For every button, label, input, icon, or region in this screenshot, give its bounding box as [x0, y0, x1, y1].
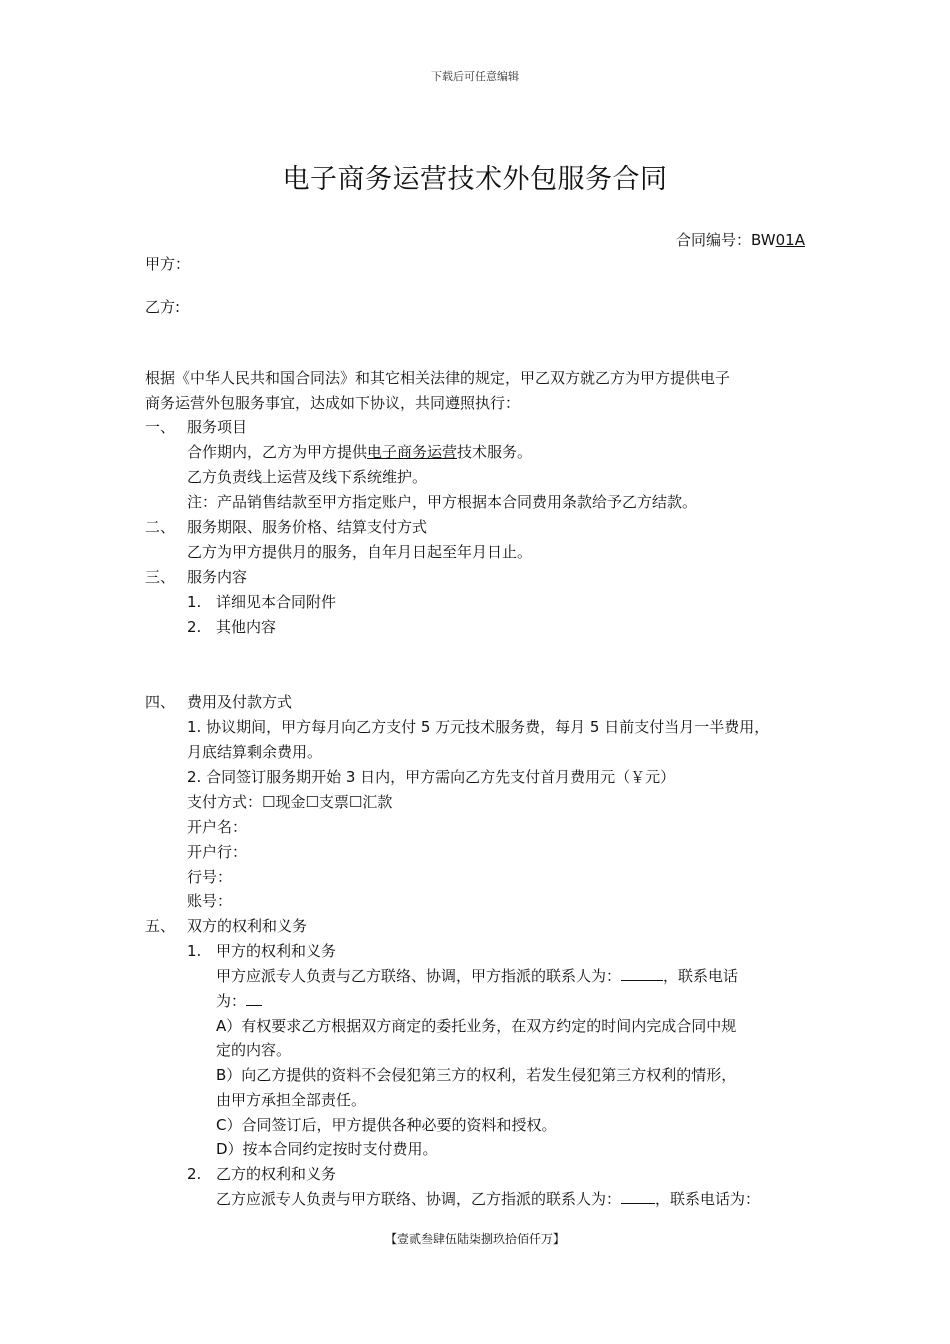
para-text: 甲方应派专人负责与乙方联络、协调，甲方指派的联系人为：	[216, 967, 622, 985]
list-number: 1.	[187, 593, 202, 611]
section-4-number: 四、	[145, 693, 176, 711]
section-1-title: 服务项目	[187, 418, 248, 436]
party-a-item-b-2: 由甲方承担全部责任。	[216, 1091, 367, 1109]
party-a: 甲方：	[145, 255, 191, 273]
party-a-item-a-1: A）有权要求乙方根据双方商定的委托业务，在双方约定的时间内完成合同中规	[216, 1017, 737, 1035]
footer-note: 【壹贰叁肆伍陆柒捌玖拾佰仟万】	[384, 1232, 565, 1246]
section-4-title: 费用及付款方式	[187, 693, 293, 711]
party-b-rights-title: 乙方的权利和义务	[216, 1165, 337, 1183]
section-5-title: 双方的权利和义务	[187, 917, 308, 935]
section-2-number: 二、	[145, 518, 176, 536]
account-name: 开户名：	[187, 818, 248, 836]
para-text: ，联系电话	[663, 967, 739, 985]
contact-blank	[621, 1187, 655, 1204]
party-b-contact	[216, 1187, 760, 1211]
party-a-rights-title: 甲方的权利和义务	[216, 942, 337, 960]
section-1-para-2: 乙方负责线上运营及线下系统维护。	[187, 468, 428, 486]
account-number: 账号：	[187, 892, 233, 910]
list-number: 2.	[187, 1165, 202, 1183]
bank-name: 开户行：	[187, 843, 248, 861]
bank-number: 行号：	[187, 868, 233, 886]
phone-blank	[246, 989, 262, 1006]
party-a-phone	[216, 989, 262, 1013]
para-text: 合作期内，乙方为甲方提供	[187, 443, 368, 461]
list-number: 1.	[187, 942, 202, 960]
section-1-para-1	[187, 440, 532, 464]
para-text: 乙方应派专人负责与甲方联络、协调，乙方指派的联系人为：	[216, 1190, 622, 1208]
section-1-note: 注：产品销售结款至甲方指定账户，甲方根据本合同费用条款给予乙方结款。	[187, 493, 698, 511]
contract-title: 电子商务运营技术外包服务合同	[282, 164, 668, 195]
section-4-para-2: 2. 合同签订服务期开始 3 日内，甲方需向乙方先支付首月费用元（￥元）	[187, 768, 676, 786]
section-5-number: 五、	[145, 917, 176, 935]
payment-method: 支付方式：☐现金☐支票☐汇款	[187, 793, 393, 811]
intro-line-2: 商务运营外包服务事宜，达成如下协议，共同遵照执行：	[145, 394, 521, 412]
party-a-item-c: C）合同签订后，甲方提供各种必要的资料和授权。	[216, 1116, 557, 1134]
party-a-item-a-2: 定的内容。	[216, 1041, 292, 1059]
contract-number-label: 合同编号：BW	[676, 231, 776, 249]
section-4-para-1a: 1. 协议期间，甲方每月向乙方支付 5 万元技术服务费，每月 5 日前支付当月一半费用，	[187, 718, 770, 736]
contact-blank	[621, 964, 663, 981]
section-2-title: 服务期限、服务价格、结算支付方式	[187, 518, 428, 536]
para-text: ，联系电话为：	[655, 1190, 761, 1208]
section-1-number: 一、	[145, 418, 176, 436]
para-text: 技术服务。	[457, 443, 533, 461]
underlined-service: 电子商务运营	[367, 443, 458, 461]
section-4-para-1b: 月底结算剩余费用。	[187, 743, 323, 761]
party-a-item-d: D）按本合同约定按时支付费用。	[216, 1140, 438, 1158]
party-b: 乙方:	[145, 298, 181, 316]
section-3-number: 三、	[145, 568, 176, 586]
section-3-title: 服务内容	[187, 568, 248, 586]
list-number: 2.	[187, 618, 202, 636]
party-a-contact	[216, 964, 738, 988]
list-item: 详细见本合同附件	[216, 593, 337, 611]
contract-number	[676, 228, 805, 252]
section-2-para-1: 乙方为甲方提供月的服务，自年月日起至年月日止。	[187, 543, 533, 561]
header-note: 下载后可任意编辑	[431, 70, 519, 83]
para-text: 为：	[216, 992, 247, 1010]
contract-number-code: 01A	[775, 231, 805, 249]
list-item: 其他内容	[216, 618, 277, 636]
intro-line-1: 根据《中华人民共和国合同法》和其它相关法律的规定，甲乙双方就乙方为甲方提供电子	[145, 369, 731, 387]
party-a-item-b-1: B）向乙方提供的资料不会侵犯第三方的权利，若发生侵犯第三方权利的情形，	[216, 1066, 737, 1084]
